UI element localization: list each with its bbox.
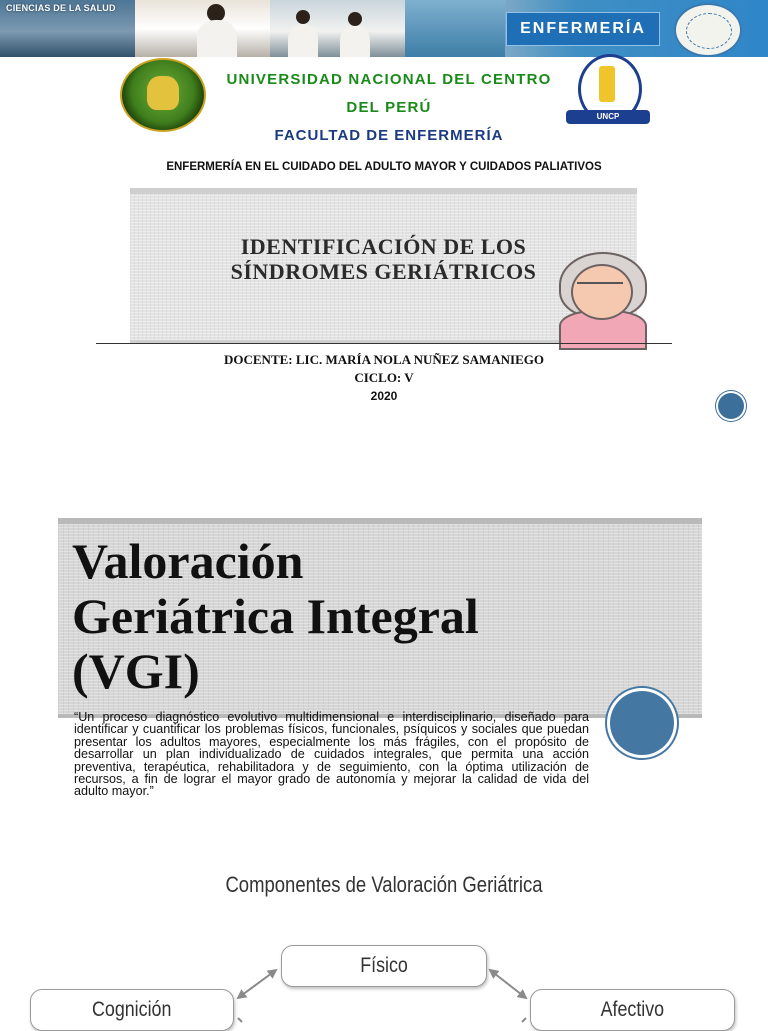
vgi-title-line2: Geriátrica Integral — [72, 588, 479, 644]
ciclo-text: CICLO: V — [354, 370, 414, 385]
university-name-line2: DEL PERÚ — [346, 99, 432, 116]
vgi-title-panel — [58, 518, 702, 718]
arrow-stub-left — [238, 1018, 242, 1022]
faculty-logo-label: UNCP — [566, 110, 650, 124]
components-title: Componentes de Valoración Geriátrica — [225, 872, 543, 897]
university-logo-icon — [120, 58, 206, 132]
component-label-afectivo: Afectivo — [600, 998, 665, 1021]
vgi-definition-quote: “Un proceso diagnóstico evolutivo multidimensional e interdisciplinario, diseñado para identificar y cuantificar los problemas físicos, funcionales, psíquicos y sociales que puedan presentar los adultos mayores, especialmente los más frágiles, con el propósito de desarrollar un plan individualizado de cuidados integrales, que permita una acción preventiva, terapéutica, rehabilitadora y de seguimiento, con la óptima utilización de recursos, a fin de lograr el mayor grado de autonomía y mejorar la calidad de vida del adulto mayor.” — [74, 710, 589, 799]
header-banner — [0, 0, 768, 57]
course-name: ENFERMERÍA EN EL CUIDADO DEL ADULTO MAYOR Y CUIDADOS PALIATIVOS — [166, 161, 602, 173]
person-body — [197, 20, 237, 57]
elderly-woman-illustration-icon — [553, 250, 649, 346]
faculty-name: FACULTAD DE ENFERMERÍA — [274, 127, 504, 144]
banner-photo-2 — [135, 0, 270, 57]
component-label-fisico: Físico — [360, 954, 408, 977]
vgi-title-line3: (VGI) — [72, 643, 200, 699]
decorative-circle-icon — [718, 393, 744, 419]
banner-photo-4 — [405, 0, 505, 57]
slide-title-line1: IDENTIFICACIÓN DE LOS — [240, 234, 527, 259]
person-body — [288, 24, 318, 57]
arrow-fisico-afectivo — [490, 970, 526, 998]
arrow-fisico-cognicion — [238, 970, 276, 998]
slide-title-line2: SÍNDROMES GERIÁTRICOS — [230, 259, 537, 284]
banner-tag: CIENCIAS DE LA SALUD — [6, 3, 116, 13]
component-node-fisico — [281, 945, 487, 987]
person-head — [296, 10, 310, 24]
decorative-circle-icon — [610, 691, 674, 755]
arrow-stub-right — [522, 1018, 526, 1022]
person-head — [348, 12, 362, 26]
component-label-cognicion: Cognición — [92, 998, 172, 1021]
person-body — [340, 26, 370, 57]
faculty-logo-icon — [566, 54, 650, 134]
vgi-title — [72, 534, 479, 699]
divider — [96, 343, 672, 344]
docente-text: DOCENTE: LIC. MARÍA NOLA NUÑEZ SAMANIEGO — [224, 352, 544, 367]
university-name-line1: UNIVERSIDAD NACIONAL DEL CENTRO — [226, 71, 552, 88]
year-text: 2020 — [370, 389, 398, 403]
enfermeria-badge: ENFERMERÍA — [506, 12, 660, 46]
component-node-cognicion — [30, 989, 234, 1031]
faculty-seal-icon — [674, 3, 742, 57]
component-node-afectivo — [530, 989, 735, 1031]
banner-photo-3 — [270, 0, 405, 57]
vgi-title-line1: Valoración — [72, 533, 304, 589]
